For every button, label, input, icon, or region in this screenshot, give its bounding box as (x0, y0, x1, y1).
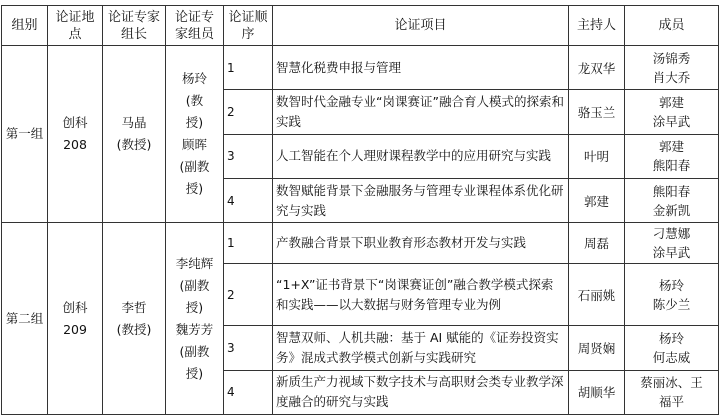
group-name: 第一组 (2, 46, 48, 223)
row-members: 熊阳春 金新凯 (625, 179, 719, 223)
row-project: 数智时代金融专业“岗课赛证”融合育人模式的探索和实践 (273, 90, 569, 134)
row-members: 郭建 熊阳春 (625, 134, 719, 178)
row-order: 2 (224, 90, 273, 134)
row-project: 智慧化税费申报与管理 (273, 46, 569, 90)
row-host: 叶明 (569, 134, 625, 178)
row-host: 石丽姚 (569, 263, 625, 326)
row-order: 3 (224, 326, 273, 370)
row-order: 4 (224, 370, 273, 414)
row-project: 数智赋能背景下金融服务与管理专业课程体系优化研究与实践 (273, 179, 569, 223)
row-host: 龙双华 (569, 46, 625, 90)
row-project: 产教融合背景下职业教育形态教材开发与实践 (273, 223, 569, 263)
header-group: 组别 (2, 6, 48, 46)
row-host: 周磊 (569, 223, 625, 263)
row-members: 刁慧娜 涂早武 (625, 223, 719, 263)
row-order: 1 (224, 46, 273, 90)
row-members: 郭建 涂早武 (625, 90, 719, 134)
group-experts: 李纯辉 (副教 授) 魏芳芳 (副教 授) (166, 223, 224, 415)
row-project: 新质生产力视域下数字技术与高职财会类专业教学深度融合的研究与实践 (273, 370, 569, 414)
group-location: 创科 208 (48, 46, 103, 223)
header-order: 论证顺序 (224, 6, 273, 46)
table-row (2, 223, 719, 263)
table-row (2, 46, 719, 90)
row-project: 人工智能在个人理财课程教学中的应用研究与实践 (273, 134, 569, 178)
header-leader: 论证专家组长 (103, 6, 166, 46)
row-members: 汤锦秀 肖大乔 (625, 46, 719, 90)
header-row (2, 6, 719, 46)
group-experts: 杨玲 (教 授) 顾晖 (副教 授) (166, 46, 224, 223)
group-location: 创科 209 (48, 223, 103, 415)
row-order: 2 (224, 263, 273, 326)
row-host: 郭建 (569, 179, 625, 223)
row-host: 骆玉兰 (569, 90, 625, 134)
header-team: 成员 (625, 6, 719, 46)
header-location: 论证地点 (48, 6, 103, 46)
group-name: 第二组 (2, 223, 48, 415)
row-order: 1 (224, 223, 273, 263)
header-project: 论证项目 (273, 6, 569, 46)
header-host: 主持人 (569, 6, 625, 46)
group-leader: 马晶 (教授) (103, 46, 166, 223)
row-members: 杨玲 何志威 (625, 326, 719, 370)
row-order: 4 (224, 179, 273, 223)
row-order: 3 (224, 134, 273, 178)
row-project: 智慧双师、人机共融：基于 AI 赋能的《证券投资实务》混成式教学模式创新与实践研究 (273, 326, 569, 370)
group-leader: 李哲 (教授) (103, 223, 166, 415)
row-members: 蔡丽冰、王 福平 (625, 370, 719, 414)
header-members: 论证专家组员 (166, 6, 224, 46)
row-members: 杨玲 陈少兰 (625, 263, 719, 326)
row-host: 胡顺华 (569, 370, 625, 414)
row-project: “1+X”证书背景下“岗课赛证创”融合教学模式探索和实践——以大数据与财务管理专业为例 (273, 263, 569, 326)
review-schedule-table (1, 5, 719, 415)
row-host: 周贤娴 (569, 326, 625, 370)
